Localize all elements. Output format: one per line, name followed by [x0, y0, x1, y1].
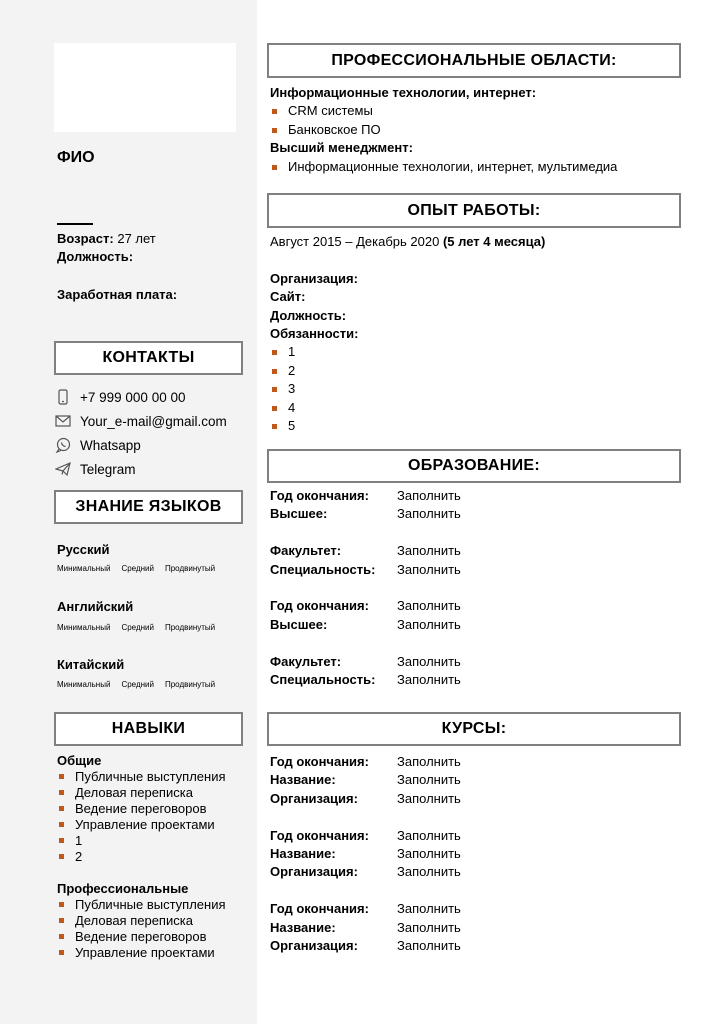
- age-label: Возраст:: [57, 231, 114, 246]
- contact-phone-text: +7 999 000 00 00: [80, 389, 186, 405]
- contact-whatsapp[interactable]: [54, 436, 141, 454]
- level-min: Минимальный: [57, 564, 111, 573]
- level-adv: Продвинутый: [164, 623, 216, 632]
- field-label: Организация:: [270, 790, 358, 806]
- list-item: Управление проектами: [57, 945, 226, 961]
- contact-telegram[interactable]: [54, 460, 136, 478]
- area-title: Информационные технологии, интернет:: [270, 85, 537, 100]
- education-group: [270, 597, 461, 634]
- language-name: Русский: [57, 542, 110, 557]
- areas-section: [270, 84, 617, 176]
- area-list: [270, 158, 617, 176]
- field-label: Организация:: [270, 864, 358, 880]
- field-value: Заполнить: [397, 754, 461, 769]
- professional-skills-list: [57, 897, 226, 961]
- field-value: Заполнить: [397, 672, 461, 688]
- list-item: 4: [270, 399, 545, 417]
- level-mid: Средний: [121, 680, 154, 689]
- field-value: Заполнить: [397, 772, 461, 788]
- field-label: Факультет:: [270, 543, 342, 559]
- course-group: [270, 827, 461, 882]
- field-value: Заполнить: [397, 488, 461, 503]
- area-title: Высший менеджмент:: [270, 140, 413, 156]
- field-value: Заполнить: [397, 919, 461, 935]
- field-value: Заполнить: [397, 790, 461, 806]
- org-label: Организация:: [270, 270, 358, 286]
- contact-email[interactable]: [54, 412, 227, 430]
- professional-skills-title: Профессиональные: [57, 881, 189, 896]
- list-item: Банковское ПО: [270, 121, 617, 139]
- field-label: Организация:: [270, 938, 358, 954]
- salary-label: Заработная плата:: [57, 287, 178, 302]
- level-adv: Продвинутый: [164, 564, 216, 573]
- education-group: [270, 487, 461, 524]
- field-value: Заполнить: [397, 561, 461, 577]
- field-value: Заполнить: [397, 827, 461, 843]
- field-label: Название:: [270, 846, 336, 862]
- list-item: Информационные технологии, интернет, мультимедиа: [270, 158, 617, 176]
- duties-label: Обязанности:: [270, 326, 359, 342]
- field-label: Название:: [270, 772, 336, 788]
- mail-icon: [54, 412, 72, 430]
- list-item: 5: [270, 417, 545, 435]
- photo-placeholder: [54, 43, 236, 132]
- general-skills-list: [57, 769, 226, 865]
- field-value: Заполнить: [397, 864, 461, 880]
- field-label: Год окончания:: [270, 488, 369, 503]
- contact-phone[interactable]: [54, 388, 185, 406]
- contact-email-text: Your_e-mail@gmail.com: [80, 413, 227, 429]
- field-value: Заполнить: [397, 846, 461, 862]
- field-label: Год окончания:: [270, 754, 369, 769]
- work-period: Август 2015 – Декабрь 2020: [270, 234, 440, 249]
- field-label: Факультет:: [270, 653, 342, 669]
- list-item: CRM системы: [270, 102, 617, 120]
- position-label: Должность:: [57, 249, 134, 264]
- list-item: Деловая переписка: [57, 913, 226, 929]
- field-label: Специальность:: [270, 561, 376, 577]
- work-duration: (5 лет 4 месяца): [442, 234, 546, 249]
- field-label: Высшее:: [270, 616, 328, 632]
- age-line: [57, 231, 156, 246]
- level-min: Минимальный: [57, 623, 111, 632]
- salary-line: [57, 287, 177, 302]
- field-value: Заполнить: [397, 938, 461, 954]
- list-item: 2: [57, 849, 226, 865]
- list-item: Публичные выступления: [57, 769, 226, 785]
- language-levels: [57, 564, 226, 573]
- field-label: Год окончания:: [270, 598, 369, 614]
- field-value: Заполнить: [397, 653, 461, 669]
- course-group: [270, 900, 461, 955]
- telegram-icon: [54, 460, 72, 478]
- contacts-heading: КОНТАКТЫ: [54, 341, 243, 375]
- level-mid: Средний: [121, 564, 154, 573]
- language-name: Китайский: [57, 657, 125, 672]
- list-item: 1: [270, 343, 545, 361]
- education-group: [270, 542, 461, 579]
- skills-section: [57, 753, 226, 961]
- skills-heading: НАВЫКИ: [54, 712, 243, 746]
- contact-telegram-text: Telegram: [80, 461, 136, 477]
- general-skills-title: Общие: [57, 753, 102, 768]
- position-line: [57, 249, 133, 264]
- field-value: Заполнить: [397, 598, 461, 614]
- field-label: Высшее:: [270, 506, 328, 522]
- list-item: 2: [270, 362, 545, 380]
- languages-heading: ЗНАНИЕ ЯЗЫКОВ: [54, 490, 243, 524]
- duties-list: [270, 343, 545, 435]
- divider: [57, 223, 93, 225]
- course-group: [270, 753, 461, 808]
- list-item: Ведение переговоров: [57, 801, 226, 817]
- site-label: Сайт:: [270, 289, 306, 305]
- field-label: Год окончания:: [270, 901, 369, 917]
- level-min: Минимальный: [57, 680, 111, 689]
- list-item: 3: [270, 380, 545, 398]
- experience-heading: ОПЫТ РАБОТЫ:: [267, 193, 681, 228]
- field-label: Название:: [270, 919, 336, 935]
- list-item: Управление проектами: [57, 817, 226, 833]
- courses-section: [270, 753, 461, 955]
- age-value: 27 лет: [117, 231, 156, 246]
- job-position-label: Должность:: [270, 307, 347, 323]
- field-label: Год окончания:: [270, 827, 369, 843]
- list-item: Ведение переговоров: [57, 929, 226, 945]
- area-list: [270, 102, 617, 139]
- field-value: Заполнить: [397, 506, 461, 522]
- contact-whatsapp-text: Whatsapp: [80, 437, 141, 453]
- field-value: Заполнить: [397, 616, 461, 632]
- full-name: ФИО: [57, 149, 95, 166]
- list-item: Деловая переписка: [57, 785, 226, 801]
- list-item: Публичные выступления: [57, 897, 226, 913]
- language-levels: [57, 680, 226, 689]
- level-adv: Продвинутый: [164, 680, 216, 689]
- education-section: [270, 487, 461, 689]
- education-group: [270, 653, 461, 690]
- field-label: Специальность:: [270, 672, 376, 688]
- phone-icon: [54, 388, 72, 406]
- areas-heading: ПРОФЕССИОНАЛЬНЫЕ ОБЛАСТИ:: [267, 43, 681, 78]
- courses-heading: КУРСЫ:: [267, 712, 681, 746]
- field-value: Заполнить: [397, 543, 461, 559]
- language-name: Английский: [57, 599, 134, 614]
- level-mid: Средний: [121, 623, 154, 632]
- language-levels: [57, 623, 226, 632]
- experience-section: [270, 233, 545, 435]
- whatsapp-icon: [54, 436, 72, 454]
- list-item: 1: [57, 833, 226, 849]
- field-value: Заполнить: [397, 901, 461, 917]
- work-period-line: [270, 233, 545, 251]
- education-heading: ОБРАЗОВАНИЕ:: [267, 449, 681, 483]
